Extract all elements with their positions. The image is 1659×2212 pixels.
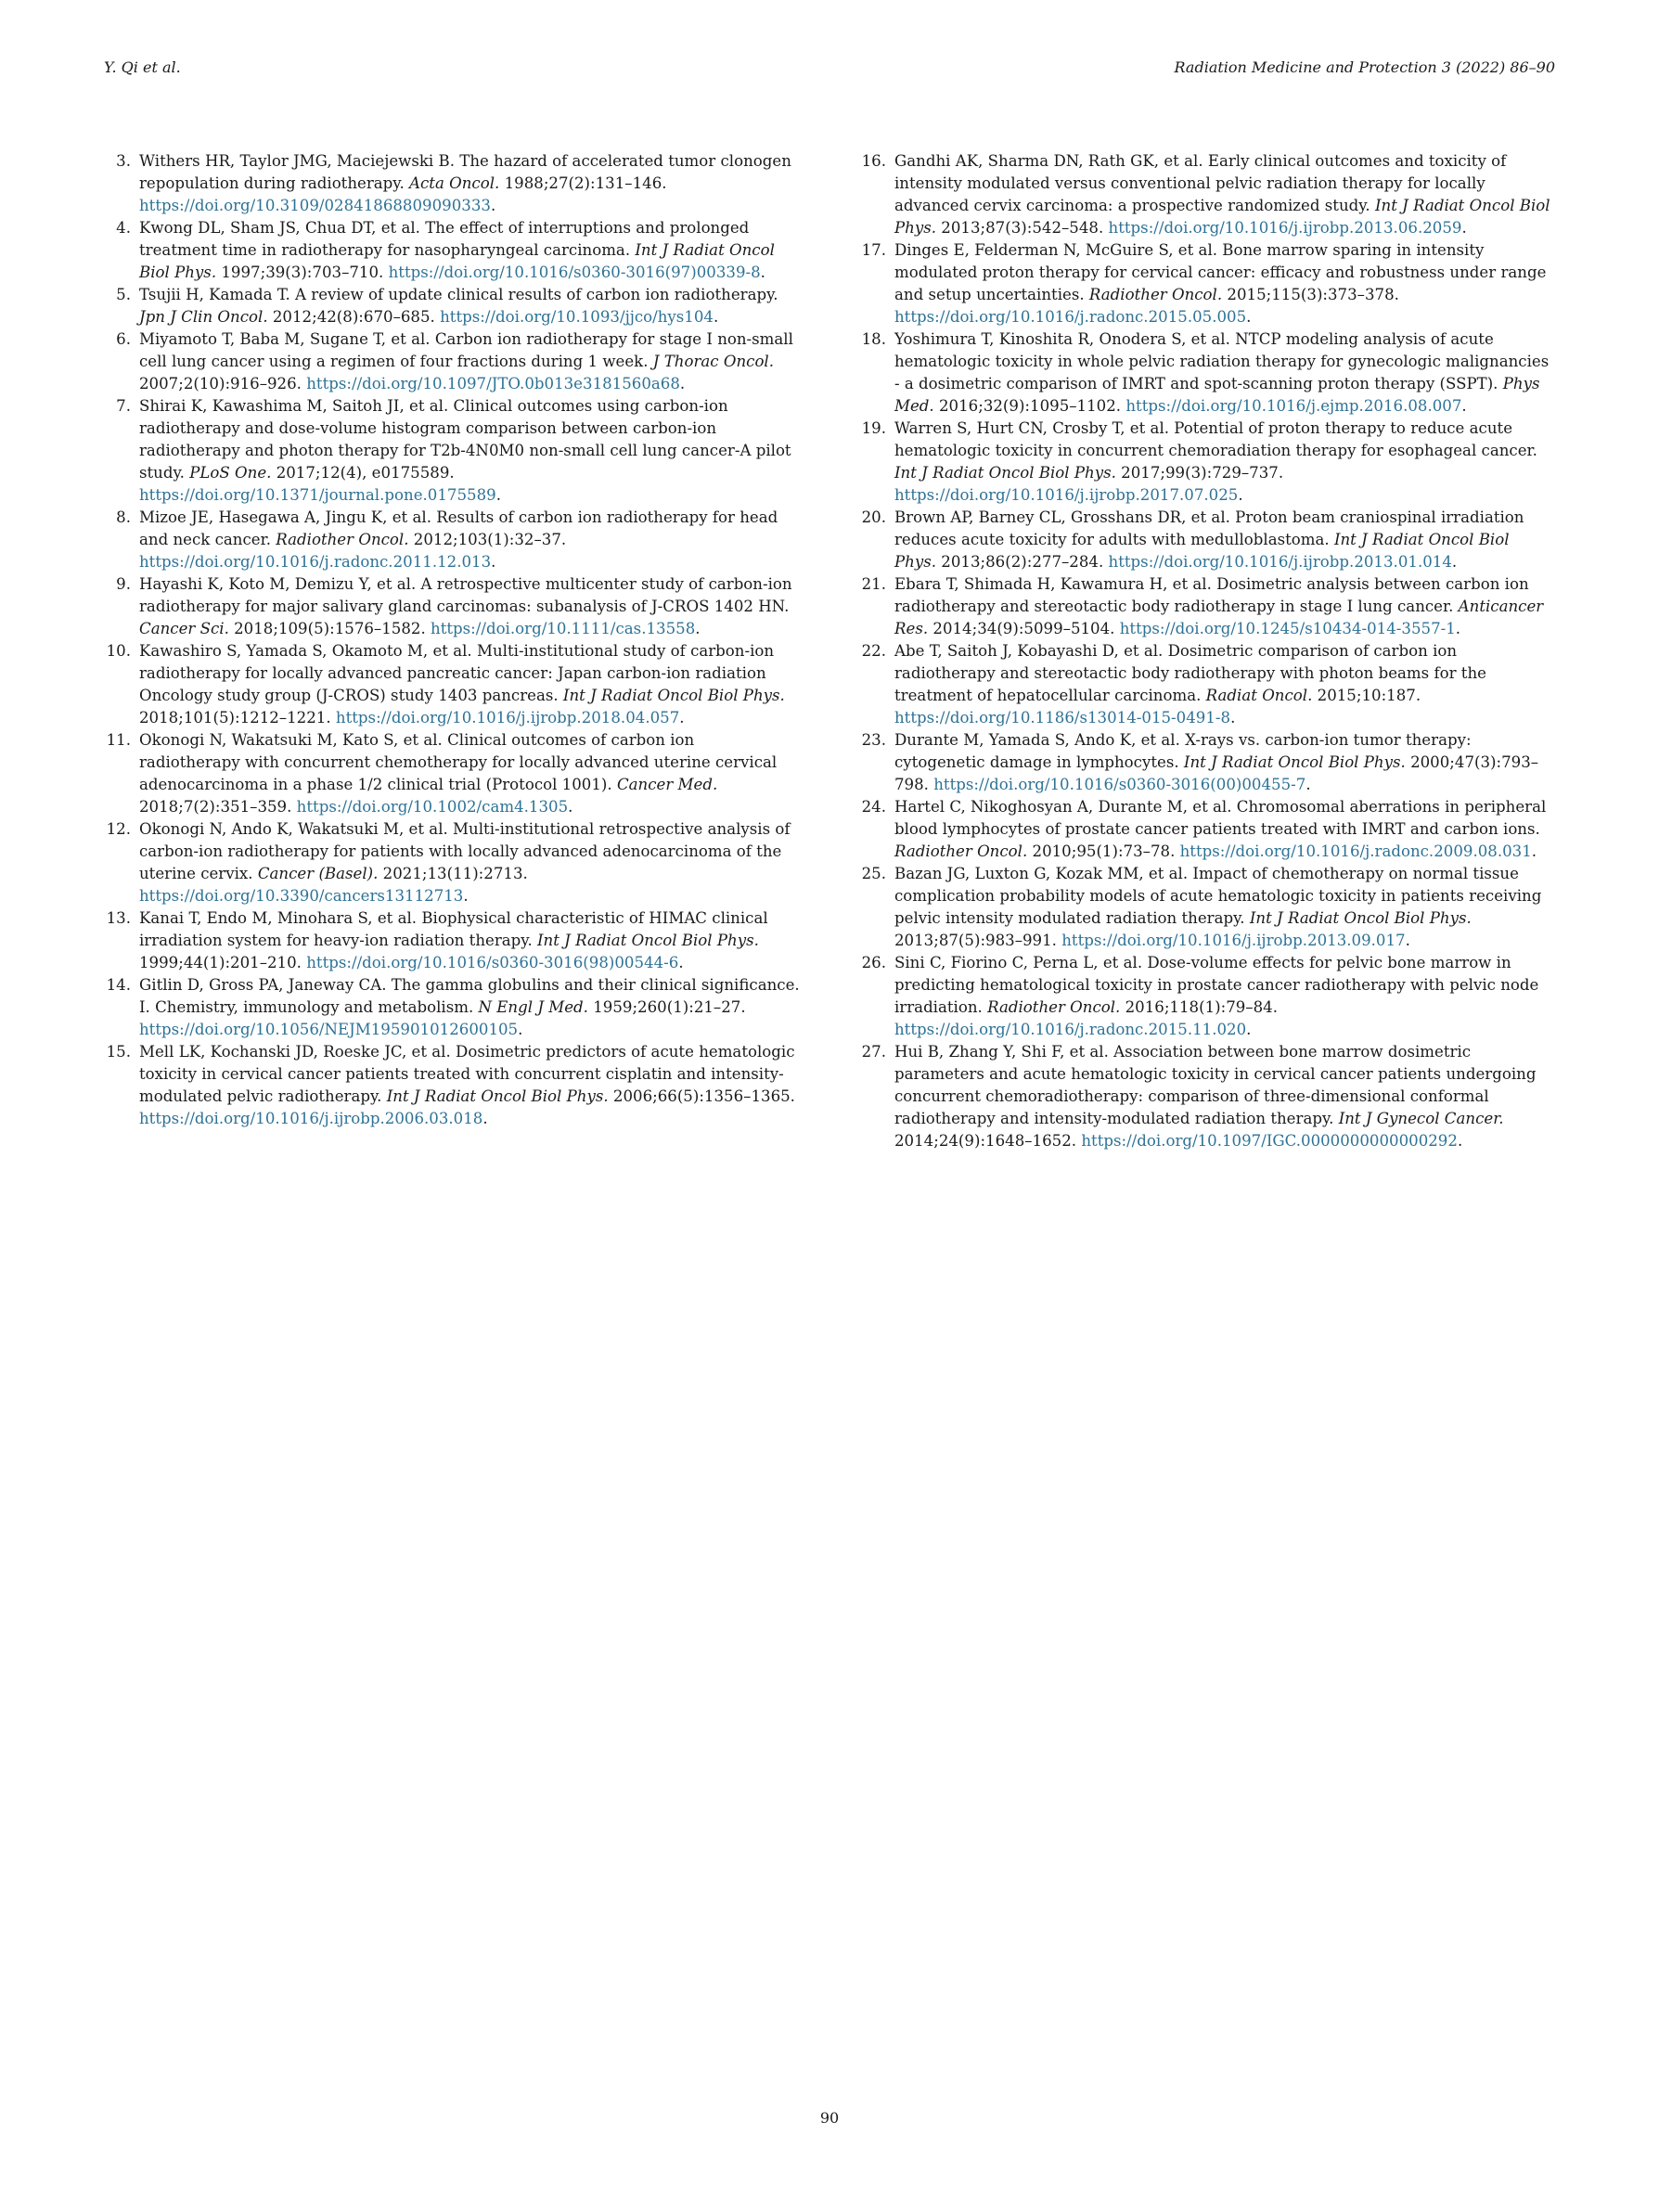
reference-number: 23. [861,731,886,749]
reference-number: 5. [116,286,131,303]
reference-number: 25. [861,865,886,882]
reference-journal: Radiat Oncol. [1205,687,1313,704]
reference-end-period: . [679,375,686,392]
reference-journal: Radiother Oncol. [276,531,409,548]
reference-journal: Int J Radiat Oncol Biol Phys. [139,241,775,281]
reference-item [104,150,800,217]
reference-end-period: . [1461,219,1467,237]
reference-details: 2014;34(9):5099–5104. [928,620,1120,637]
reference-number: 14. [106,976,131,994]
reference-body [894,573,1555,640]
reference-journal: N Engl J Med. [478,998,588,1016]
reference-doi-link[interactable]: https://doi.org/10.1016/j.radonc.2015.11.020 [894,1021,1247,1038]
reference-details: 2016;118(1):79–84. [1120,998,1278,1016]
reference-doi-link[interactable]: https://doi.org/10.1097/JTO.0b013e3181560a68 [306,375,680,392]
reference-doi-link[interactable]: https://doi.org/10.1016/j.radonc.2009.08.031 [1179,842,1532,860]
reference-number: 16. [861,152,886,170]
reference-number: 12. [106,820,131,838]
reference-item [104,507,800,573]
reference-body [894,507,1555,573]
reference-journal: Cancer Sci. [139,620,229,637]
reference-doi-link[interactable]: https://doi.org/10.1097/IGC.0000000000000292 [1081,1132,1458,1150]
reference-number: 8. [116,508,131,526]
reference-end-period: . [713,308,719,326]
reference-item [104,974,800,1041]
reference-journal: Radiother Oncol. [1088,286,1223,303]
reference-item [859,418,1555,507]
reference-journal: Int J Radiat Oncol Biol Phys. [562,687,785,704]
reference-body [894,952,1555,1041]
reference-end-period: . [518,1021,523,1038]
reference-doi-link[interactable]: https://doi.org/10.1016/j.radonc.2015.05.005 [894,308,1247,326]
reference-doi-link[interactable]: https://doi.org/10.1016/s0360-3016(98)00544-6 [306,954,679,971]
reference-number: 20. [861,508,886,526]
reference-item [859,952,1555,1041]
reference-number: 27. [861,1043,886,1061]
reference-journal: Radiother Oncol. [894,842,1028,860]
reference-doi-link[interactable]: https://doi.org/10.1016/j.ejmp.2016.08.007 [1125,397,1462,415]
reference-details: 2018;109(5):1576–1582. [228,620,431,637]
reference-number: 11. [106,731,131,749]
reference-doi-link[interactable]: https://doi.org/10.1111/cas.13558 [431,620,696,637]
reference-doi-link[interactable]: https://doi.org/10.1016/j.ijrobp.2013.01.014 [1108,553,1452,571]
reference-text: Sini C, Fiorino C, Perna L, et al. Dose-volume effects for pelvic bone marrow in predicting hematological toxicity in prostate cancer radiotherapy with pelvic node irradiation. [894,954,1539,1016]
reference-item [104,818,800,907]
reference-number: 4. [116,219,131,237]
reference-text: Hui B, Zhang Y, Shi F, et al. Association between bone marrow dosimetric parameters and acute hematologic toxicity in cervical cancer patients undergoing concurrent chemoradiotherapy: comparison of three-dimensional conformal radiotherapy and intensity-modulated radiation therapy. [894,1043,1537,1127]
reference-text: Brown AP, Barney CL, Grosshans DR, et al. Proton beam craniospinal irradiation reduces acute toxicity for adults with medulloblastoma. [894,508,1524,548]
reference-doi-link[interactable]: https://doi.org/10.1186/s13014-015-0491-8 [894,709,1231,727]
reference-end-period: . [491,553,496,571]
reference-text: Dinges E, Felderman N, McGuire S, et al. Bone marrow sparing in intensity modulated proton therapy for cervical cancer: efficacy and robustness under range and setup uncertainties. [894,241,1547,303]
reference-doi-link[interactable]: https://doi.org/10.1056/NEJM195901012600105 [139,1021,519,1038]
reference-body [894,1041,1555,1152]
reference-end-period: . [1455,620,1461,637]
reference-item [859,328,1555,418]
reference-journal: Anticancer Res. [894,598,1544,637]
reference-body [894,863,1555,952]
reference-text: Okonogi N, Wakatsuki M, Kato S, et al. Clinical outcomes of carbon ion radiotherapy with concurrent chemotherapy for locally advanced uterine cervical adenocarcinoma in a phase 1/2 clinical trial (Protocol 1001). [139,731,778,793]
reference-body [139,818,800,907]
reference-number: 21. [861,575,886,593]
reference-journal: Int J Radiat Oncol Biol Phys. [537,932,759,949]
reference-end-period: . [463,887,469,905]
reference-text: Hayashi K, Koto M, Demizu Y, et al. A retrospective multicenter study of carbon-ion radiotherapy for major salivary gland carcinomas: subanalysis of J-CROS 1402 HN. [139,575,792,615]
reference-journal: Int J Radiat Oncol Biol Phys. [1183,753,1406,771]
reference-doi-link[interactable]: https://doi.org/10.1016/j.ijrobp.2006.03.018 [139,1110,483,1127]
reference-text: Warren S, Hurt CN, Crosby T, et al. Potential of proton therapy to reduce acute hematologic toxicity in concurrent chemoradiation therapy for esophageal cancer. [894,419,1537,459]
reference-end-period: . [1405,932,1410,949]
reference-journal: Phys Med. [894,375,1540,415]
reference-details: 1997;39(3):703–710. [216,264,389,281]
reference-journal: Int J Gynecol Cancer. [1338,1110,1504,1127]
reference-number: 19. [861,419,886,437]
reference-details: 2010;95(1):73–78. [1027,842,1180,860]
reference-journal: Int J Radiat Oncol Biol Phys. [386,1087,609,1105]
reference-text: Withers HR, Taylor JMG, Maciejewski B. The hazard of accelerated tumor clonogen repopulation during radiotherapy. [139,152,791,192]
reference-details: 1959;260(1):21–27. [587,998,746,1016]
reference-body [894,328,1555,418]
header-authors: Y. Qi et al. [104,58,181,76]
reference-text: Hartel C, Nikoghosyan A, Durante M, et al. Chromosomal aberrations in peripheral blood lymphocytes of prostate cancer patients treated with IMRT and carbon ions. [894,798,1547,838]
reference-text: Mizoe JE, Hasegawa A, Jingu K, et al. Results of carbon ion radiotherapy for head and neck cancer. [139,508,778,548]
reference-body [139,284,800,328]
reference-number: 6. [116,330,131,348]
reference-number: 18. [861,330,886,348]
reference-details: 2014;24(9):1648–1652. [894,1132,1082,1150]
reference-body [894,640,1555,729]
reference-journal: Radiother Oncol. [987,998,1121,1016]
reference-end-period: . [760,264,765,281]
reference-text: Miyamoto T, Baba M, Sugane T, et al. Carbon ion radiotherapy for stage I non-small cell lung cancer using a regimen of four fractions during 1 week. [139,330,793,370]
reference-number: 3. [116,152,131,170]
reference-journal: Int J Radiat Oncol Biol Phys. [894,464,1116,482]
reference-details: 2000;47(3):793–798. [894,753,1539,793]
reference-details: 2015;115(3):373–378. [1222,286,1399,303]
reference-item [104,217,800,284]
reference-item [859,796,1555,863]
references-right-column [859,150,1555,1152]
reference-item [859,507,1555,573]
reference-text: Gandhi AK, Sharma DN, Rath GK, et al. Early clinical outcomes and toxicity of intensity modulated versus conventional pelvic radiation therapy for locally advanced cervix carcinoma: a prospective randomized study. [894,152,1507,214]
reference-end-period: . [495,486,501,504]
reference-item [859,239,1555,328]
reference-item [104,395,800,507]
reference-journal: Int J Radiat Oncol Biol Phys. [894,531,1510,571]
reference-item [859,729,1555,796]
reference-body [139,640,800,729]
reference-item [859,150,1555,239]
reference-doi-link[interactable]: https://doi.org/10.1016/j.ijrobp.2013.06.2059 [1108,219,1462,237]
reference-item [104,640,800,729]
reference-end-period: . [482,1110,488,1127]
reference-body [894,729,1555,796]
reference-text: Okonogi N, Ando K, Wakatsuki M, et al. Multi-institutional retrospective analysis of carbon-ion radiotherapy for patients with locally advanced adenocarcinoma of the uterine cervix. [139,820,791,882]
reference-details: 2013;87(3):542–548. [936,219,1109,237]
reference-number: 17. [861,241,886,259]
reference-body [139,729,800,818]
reference-end-period: . [1451,553,1458,571]
reference-end-period: . [1246,308,1252,326]
reference-details: 2017;12(4), e0175589. [271,464,455,482]
reference-journal: Jpn J Clin Oncol. [139,308,268,326]
reference-doi-link[interactable]: https://doi.org/10.1016/j.radonc.2011.12.013 [139,553,492,571]
reference-journal: Cancer (Basel). [257,865,379,882]
reference-details: 2018;7(2):351–359. [139,798,297,816]
reference-doi-link[interactable]: https://doi.org/10.1016/j.ijrobp.2017.07.025 [894,486,1239,504]
reference-end-period: . [1230,709,1236,727]
reference-body [139,328,800,395]
reference-doi-link[interactable]: https://doi.org/10.1016/s0360-3016(97)00339-8 [388,264,761,281]
reference-details: 2018;101(5):1212–1221. [139,709,336,727]
reference-details: 2013;86(2):277–284. [936,553,1109,571]
reference-doi-link[interactable]: https://doi.org/10.1016/j.ijrobp.2013.09.017 [1061,932,1406,949]
references-left-column [104,150,800,1130]
reference-details: 2012;42(8):670–685. [267,308,441,326]
reference-number: 22. [861,642,886,660]
reference-body [139,907,800,974]
reference-end-period: . [678,954,684,971]
reference-journal: Acta Oncol. [409,174,500,192]
reference-journal: J Thorac Oncol. [652,353,775,370]
reference-details: 2007;2(10):916–926. [139,375,307,392]
reference-doi-link[interactable]: https://doi.org/10.1093/jjco/hys104 [440,308,714,326]
reference-doi-link[interactable]: https://doi.org/10.3109/02841868809090333 [139,197,491,214]
reference-text: Bazan JG, Luxton G, Kozak MM, et al. Impact of chemotherapy on normal tissue complication probability models of acute hematologic toxicity in patients receiving pelvic intensity modulated radiation therapy. [894,865,1542,927]
reference-item [104,907,800,974]
reference-body [139,1041,800,1130]
reference-details: 2021;13(11):2713. [378,865,528,882]
reference-body [139,573,800,640]
reference-number: 13. [106,909,131,927]
reference-end-period: . [1238,486,1243,504]
reference-text: Shirai K, Kawashima M, Saitoh JI, et al. Clinical outcomes using carbon-ion radiotherapy and dose-volume histogram comparison between carbon-ion radiotherapy and photon therapy for T2b-4N0M0 non-small cell lung cancer-A pilot study. [139,397,791,482]
reference-doi-link[interactable]: https://doi.org/10.1002/cam4.1305 [296,798,569,816]
page-number: 90 [819,2109,840,2127]
reference-end-period: . [679,709,685,727]
reference-body [139,217,800,284]
reference-details: 2016;32(9):1095–1102. [933,397,1126,415]
reference-number: 26. [861,954,886,971]
reference-details: 2006;66(5):1356–1365. [608,1087,795,1105]
reference-item [859,1041,1555,1152]
reference-text: Tsujii H, Kamada T. A review of update clinical results of carbon ion radiotherapy. [139,286,778,303]
reference-body [139,150,800,217]
reference-text: Kwong DL, Sham JS, Chua DT, et al. The effect of interruptions and prolonged treatment time in radiotherapy for nasopharyngeal carcinoma. [139,219,750,259]
reference-doi-link[interactable]: https://doi.org/10.1371/journal.pone.0175589 [139,486,496,504]
reference-text: Kawashiro S, Yamada S, Okamoto M, et al. Multi-institutional study of carbon-ion radiotherapy for locally advanced pancreatic cancer: Japan carbon-ion radiation Oncology study group (J-CROS) study 1403 pancreas. [139,642,775,704]
reference-item [104,729,800,818]
reference-item [104,328,800,395]
reference-text: Abe T, Saitoh J, Kobayashi D, et al. Dosimetric comparison of carbon ion radiotherapy and stereotactic body radiotherapy with photon beams for the treatment of hepatocellular carcinoma. [894,642,1486,704]
reference-number: 7. [116,397,131,415]
reference-item [104,1041,800,1130]
reference-journal: Int J Radiat Oncol Biol Phys. [1249,909,1472,927]
reference-item [104,573,800,640]
reference-details: 2013;87(5):983–991. [894,932,1062,949]
reference-doi-link[interactable]: https://doi.org/10.1016/s0360-3016(00)00455-7 [933,776,1306,793]
reference-doi-link[interactable]: https://doi.org/10.1245/s10434-014-3557-1 [1119,620,1456,637]
reference-end-period: . [1461,397,1467,415]
reference-item [859,640,1555,729]
running-head [104,58,1555,81]
reference-body [139,395,800,507]
reference-number: 10. [106,642,131,660]
reference-body [139,974,800,1041]
reference-end-period: . [1457,1132,1463,1150]
reference-end-period: . [1531,842,1537,860]
reference-text: Mell LK, Kochanski JD, Roeske JC, et al. Dosimetric predictors of acute hematologic toxicity in cervical cancer patients treated with concurrent cisplatin and intensity-modulated pelvic radiotherapy. [139,1043,795,1105]
reference-end-period: . [490,197,496,214]
reference-doi-link[interactable]: https://doi.org/10.1016/j.ijrobp.2018.04.057 [335,709,680,727]
reference-item [859,573,1555,640]
reference-doi-link[interactable]: https://doi.org/10.3390/cancers13112713 [139,887,464,905]
reference-journal: Cancer Med. [616,776,718,793]
reference-details: 1988;27(2):131–146. [499,174,667,192]
header-journal: Radiation Medicine and Protection 3 (2022) 86–90 [1174,58,1555,76]
reference-details: 2012;103(1):32–37. [408,531,567,548]
reference-body [139,507,800,573]
reference-text: Durante M, Yamada S, Ando K, et al. X-rays vs. carbon-ion tumor therapy: cytogenetic damage in lymphocytes. [894,731,1472,771]
reference-item [859,863,1555,952]
reference-journal: Int J Radiat Oncol Biol Phys. [894,197,1550,237]
reference-end-period: . [568,798,573,816]
reference-end-period: . [695,620,701,637]
reference-body [894,239,1555,328]
reference-end-period: . [1305,776,1311,793]
reference-details: 2017;99(3):729–737. [1115,464,1284,482]
reference-number: 24. [861,798,886,816]
reference-number: 15. [106,1043,131,1061]
reference-body [894,150,1555,239]
reference-body [894,796,1555,863]
reference-end-period: . [1246,1021,1252,1038]
reference-text: Yoshimura T, Kinoshita R, Onodera S, et al. NTCP modeling analysis of acute hematologic toxicity in whole pelvic radiation therapy for gynecologic malignancies - a dosimetric comparison of IMRT and spot-scanning proton therapy (SSPT). [894,330,1550,392]
reference-text: Ebara T, Shimada H, Kawamura H, et al. Dosimetric analysis between carbon ion radiotherapy and stereotactic body radiotherapy in stage I lung cancer. [894,575,1529,615]
reference-body [894,418,1555,507]
reference-details: 1999;44(1):201–210. [139,954,307,971]
reference-item [104,284,800,328]
reference-journal: PLoS One. [189,464,272,482]
reference-details: 2015;10:187. [1312,687,1421,704]
reference-number: 9. [116,575,131,593]
reference-text: Kanai T, Endo M, Minohara S, et al. Biophysical characteristic of HIMAC clinical irradiation system for heavy-ion radiation therapy. [139,909,768,949]
reference-text: Gitlin D, Gross PA, Janeway CA. The gamma globulins and their clinical significance. I. Chemistry, immunology and metabolism. [139,976,800,1016]
